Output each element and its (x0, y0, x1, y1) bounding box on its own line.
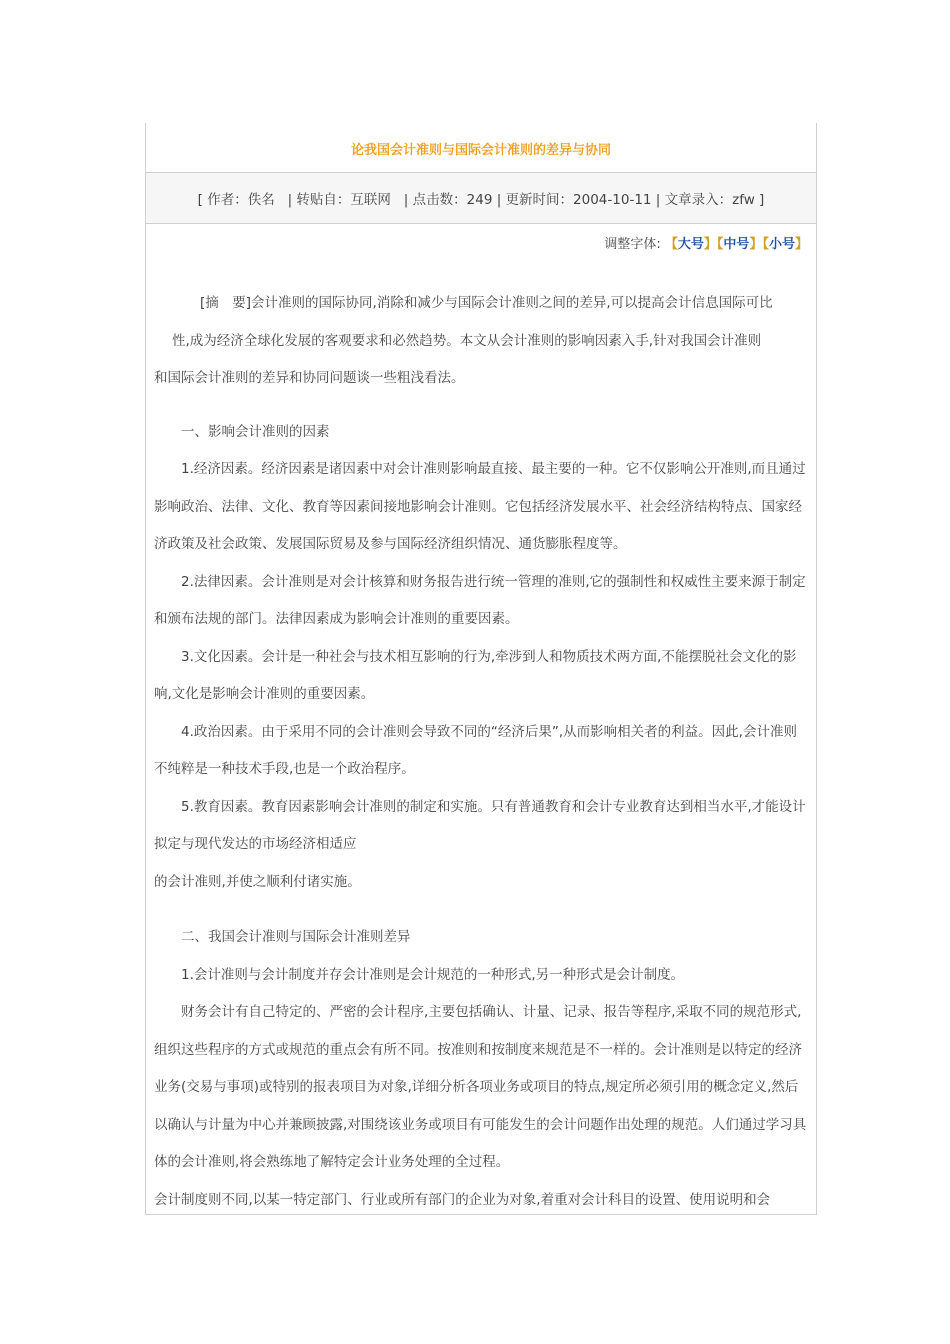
paragraph: 3.文化因素。会计是一种社会与技术相互影响的行为,牵涉到人和物质技术两方面,不能摆脱社会文化的影响,文化是影响会计准则的重要因素。 (154, 648, 797, 702)
section-heading: 二、我国会计准则与国际会计准则差异 (181, 929, 411, 945)
abstract-line: [摘 要]会计准则的国际协同,消除和减少与国际会计准则之间的差异,可以提高会计信息国际可比 (200, 295, 773, 311)
font-large-link[interactable]: 大号 (677, 237, 704, 252)
bracket: 【 (716, 237, 724, 252)
paragraph: 1.经济因素。经济因素是诸因素中对会计准则影响最直接、最主要的一种。它不仅影响公开准则,而且通过影响政治、法律、文化、教育等因素间接地影响会计准则。它包括经济发展水平、社会经济结构特点、国家经济政策及社会政策、发展国际贸易及参与国际经济组织情况、通货膨胀程度等。 (154, 461, 806, 552)
paragraph: 会计制度则不同,以某一特定部门、行业或所有部门的企业为对象,着重对会计科目的设置、使用说明和会 (154, 1191, 771, 1208)
bracket: 【 (762, 237, 769, 252)
bracket: 】 (794, 237, 808, 252)
article-body (154, 285, 810, 1219)
paragraph: 财务会计有自己特定的、严密的会计程序,主要包括确认、计量、记录、报告等程序,采取不同的规范形式,组织这些程序的方式或规范的重点会有所不同。按准则和按制度来规范是不一样的。会计准则是以特定的经济业务(交易与事项)或特别的报表项目为对象,详细分析各项业务或项目的特点,规定所必须引用的概念定义,然后以确认与计量为中心并兼顾披露,对围绕该业务或项目有可能发生的会计问题作出处理的规范。人们通过学习具体的会计准则,将会熟练地了解特定会计业务处理的全过程。 (154, 1004, 807, 1170)
abstract-line: 和国际会计准则的差异和协同问题谈一些粗浅看法。 (154, 370, 465, 386)
title-row (146, 123, 816, 173)
paragraph: 4.政治因素。由于采用不同的会计准则会导致不同的“经济后果”,从而影响相关者的利益。因此,会计准则不纯粹是一种技术手段,也是一个政治程序。 (154, 723, 797, 777)
paragraph: 1.会计准则与会计制度并存会计准则是会计规范的一种形式,另一种形式是会计制度。 (181, 966, 685, 983)
paragraph: 的会计准则,并使之顺利付诸实施。 (154, 873, 361, 890)
paragraph: 5.教育因素。教育因素影响会计准则的制定和实施。只有普通教育和会计专业教育达到相当水平,才能设计拟定与现代发达的市场经济相适应 (154, 798, 806, 852)
section-heading: 一、影响会计准则的因素 (181, 423, 330, 440)
bracket: 】 (749, 237, 763, 252)
bracket: 【 (664, 237, 678, 252)
font-size-label: 调整字体: (604, 237, 661, 252)
paragraph: 2.法律因素。会计准则是对会计核算和财务报告进行统一管理的准则,它的强制性和权威性主要来源于制定和颁布法规的部门。法律因素成为影响会计准则的重要因素。 (154, 573, 806, 627)
font-size-controls (604, 233, 808, 252)
abstract-line: 性,成为经济全球化发展的客观要求和必然趋势。本文从会计准则的影响因素入手,针对我国会计准则 (172, 332, 762, 349)
font-medium-link[interactable]: 中号 (723, 237, 750, 252)
article-meta: [ 作者：佚名 | 转贴自：互联网 | 点击数：249 | 更新时间：2004-10-11 | 文章录入：zfw ] (146, 173, 816, 224)
article-frame (145, 123, 817, 1215)
article-title: 论我国会计准则与国际会计准则的差异与协同 (350, 143, 611, 158)
font-small-link[interactable]: 小号 (768, 237, 795, 252)
bracket: 】 (703, 237, 717, 252)
